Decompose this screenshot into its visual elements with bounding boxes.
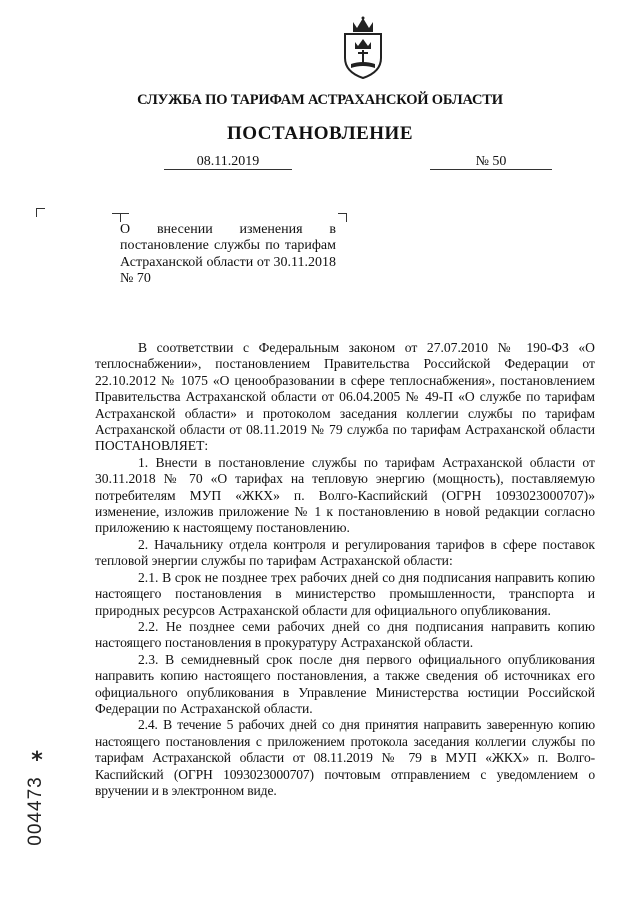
clause-2-1: 2.1. В срок не позднее трех рабочих дней со дня подписания направить копию настоящего постановления в министерство промышленности, транспорта и природных ресурсов Астраханской области для официального опубликования. — [95, 569, 595, 618]
corner-mark-subject-right — [338, 213, 347, 222]
corner-mark-subject-left-inner — [120, 213, 129, 222]
document-date: 08.11.2019 — [164, 155, 292, 170]
registration-stamp — [16, 748, 56, 858]
document-type: ПОСТАНОВЛЕНИЕ — [226, 123, 414, 144]
document-subject: О внесении изменения в постановление службы по тарифам Астраханской области от 30.11.2018 № 70 — [120, 222, 336, 287]
document-body — [95, 340, 595, 799]
clause-2: 2. Начальнику отдела контроля и регулирования тарифов в сфере поставок тепловой энергии службы по тарифам Астраханской области: — [95, 536, 595, 569]
coat-of-arms-icon — [339, 16, 387, 80]
clause-2-3: 2.3. В семидневный срок после дня первого официального опубликования направить копию настоящего постановления, а также сведения об источниках его официального опубликования в Управление Министерства юстиции Российской Федерации по Астраханской области. — [95, 651, 595, 716]
registration-number: 004473 — [25, 776, 46, 846]
corner-mark-left — [36, 208, 45, 217]
clause-2-2: 2.2. Не позднее семи рабочих дней со дня подписания направить копию настоящего постановления в прокуратуру Астраханской области. — [95, 618, 595, 651]
asterisk-mark: * — [31, 748, 43, 773]
organization-name: СЛУЖБА ПО ТАРИФАМ АСТРАХАНСКОЙ ОБЛАСТИ — [137, 92, 503, 108]
preamble-paragraph: В соответствии с Федеральным законом от 27.07.2010 № 190-ФЗ «О теплоснабжении», постановлением Правительства Российской Федерации от 22.10.2012 № 1075 «О ценообразовании в сфере теплоснабжения», постановлением Правительства Астраханской области от 06.04.2005 № 49-П «О службе по тарифам Астраханской области» и протоколом заседания коллегии службы по тарифам Астраханской области от 08.11.2019 № 79 служба по тарифам Астраханской области ПОСТАНОВЛЯЕТ: — [95, 340, 595, 454]
clause-1: 1. Внести в постановление службы по тарифам Астраханской области от 30.11.2018 № 70 «О тарифах на тепловую энергию (мощность), поставляемую потребителям МУП «ЖКХ» п. Волго-Каспийский (ОГРН 1093023000707)» изменение, изложив приложение № 1 к постановлению в новой редакции согласно приложению к настоящему постановлению. — [95, 454, 595, 536]
clause-2-4: 2.4. В течение 5 рабочих дней со дня принятия направить заверенную копию настоящего постановления с приложением протокола заседания коллегии службы по тарифам Астраханской области от 08.11.2019 № 79 в МУП «ЖКХ» п. Волго-Каспийский (ОГРН 1093023000707) почтовым отправлением с уведомлением о вручении и в электронном виде. — [95, 717, 595, 798]
document-number: № 50 — [430, 155, 552, 170]
